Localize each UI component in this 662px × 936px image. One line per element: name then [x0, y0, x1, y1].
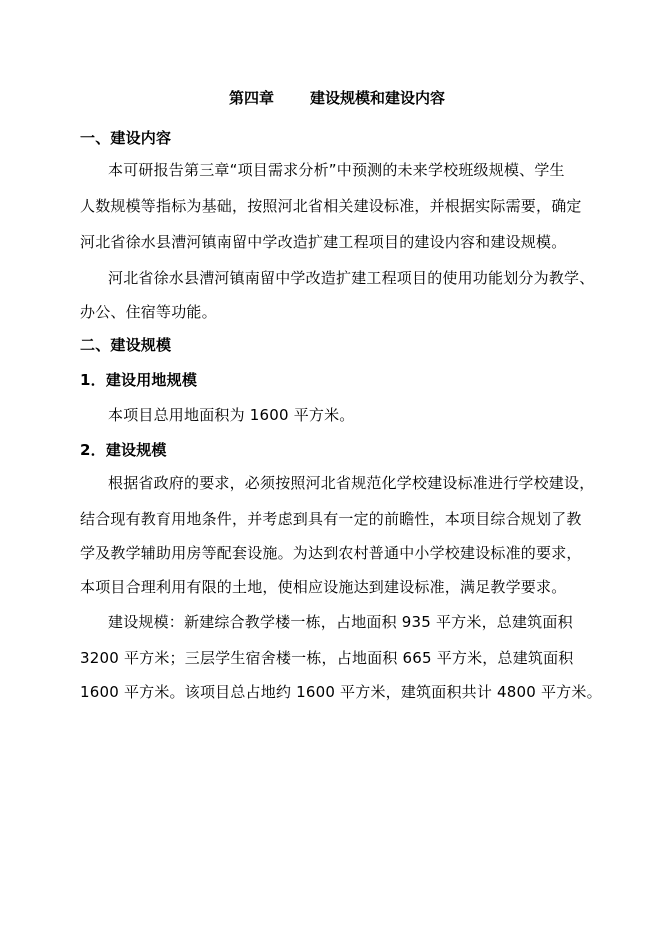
subsection-heading-land-scale: 1．建设用地规模 — [80, 371, 198, 389]
paragraph-line: 河北省徐水县漕河镇南留中学改造扩建工程项目的建设内容和建设规模。 — [80, 233, 567, 251]
section-heading-construction-scale: 二、建设规模 — [80, 336, 172, 354]
chapter-number: 第四章 — [229, 89, 275, 107]
chapter-title — [229, 88, 445, 108]
paragraph-line: 本项目合理利用有限的土地，使相应设施达到建设标准，满足教学要求。 — [80, 578, 567, 596]
section-heading-construction-content: 一、建设内容 — [80, 129, 172, 147]
paragraph-line: 河北省徐水县漕河镇南留中学改造扩建工程项目的使用功能划分为教学、 — [108, 269, 595, 287]
paragraph-line: 办公、住宿等功能。 — [80, 303, 217, 321]
paragraph-line: 3200 平方米；三层学生宿舍楼一栋，占地面积 665 平方米，总建筑面积 — [80, 649, 574, 667]
paragraph-line: 结合现有教育用地条件，并考虑到具有一定的前瞻性，本项目综合规划了教 — [80, 510, 582, 528]
paragraph-line: 1600 平方米。该项目总占地约 1600 平方米，建筑面积共计 4800 平方米。 — [80, 683, 602, 701]
paragraph-line: 根据省政府的要求，必须按照河北省规范化学校建设标准进行学校建设， — [108, 474, 595, 492]
paragraph-line: 人数规模等指标为基础，按照河北省相关建设标准，并根据实际需要，确定 — [80, 197, 582, 215]
paragraph-line: 本项目总用地面积为 1600 平方米。 — [108, 406, 355, 424]
paragraph-line: 学及教学辅助用房等配套设施。为达到农村普通中小学校建设标准的要求， — [80, 544, 582, 562]
subsection-heading-building-scale: 2．建设规模 — [80, 441, 167, 459]
chapter-heading: 建设规模和建设内容 — [310, 89, 446, 107]
paragraph-line: 本可研报告第三章“项目需求分析”中预测的未来学校班级规模、学生 — [108, 161, 565, 179]
paragraph-line: 建设规模：新建综合教学楼一栋，占地面积 935 平方米，总建筑面积 — [108, 613, 573, 631]
